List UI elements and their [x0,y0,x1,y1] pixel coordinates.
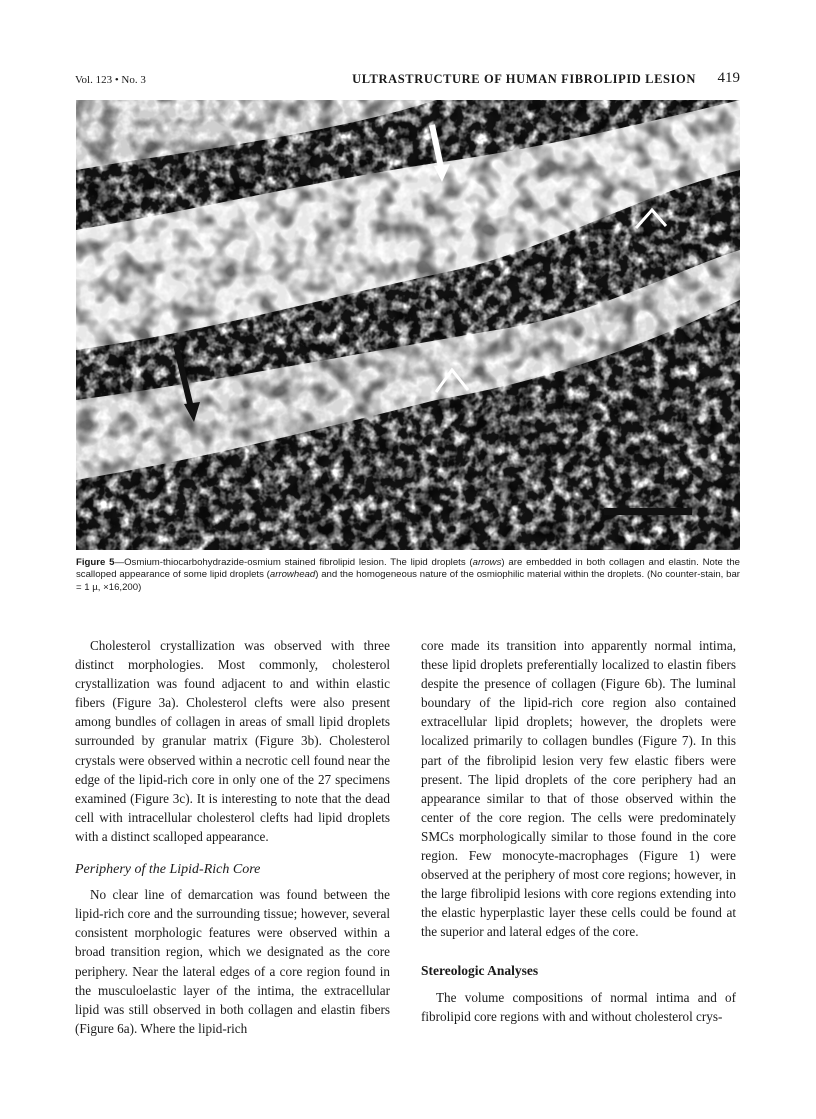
paragraph-core-transition: core made its transition into apparently normal intima, these lipid droplets preferentially localized to elastin fibers despite the presence of collagen (Figure 6b). The luminal boundary of the lipid-rich core region also contained extracellular lipid droplets; however, the droplets were localized primarily to collagen bundles (Figure 7). In this part of the fibrolipid lesion very few elastic fibers were present. The lipid droplets of the core periphery had an appearance similar to that of those observed within the center of the core region. The cells were predominately SMCs morphologically similar to those found in the core region. Few monocyte-macrophages (Figure 1) were observed at the periphery of most core regions; however, in the large fibrolipid lesions with core regions extending into the elastic hyperplastic layer these cells could be found at the superior and lateral edges of the core. [421,638,736,940]
micrograph-figure-5 [76,100,740,550]
paragraph-cholesterol-crystallization: Cholesterol crystallization was observed with three distinct morphologies. Most commonly, cholesterol crystallization was found adjacent to and within elastic fibers (Figure 3a). Cholesterol clefts were also present among bundles of collagen in areas of small lipid droplets surrounded by granular matrix (Figure 3b). Cholesterol crystals were observed within a necrotic cell found near the edge of the lipid-rich core in only one of the 27 specimens examined (Figure 3c). It is interesting to note that the dead cell with intracellular cholesterol clefts had lipid droplets with a distinct scalloped appearance. [75,638,390,844]
caption-arrowhead: arrowhead [269,569,316,581]
section-heading-periphery: Periphery of the Lipid-Rich Core [75,862,261,878]
paragraph-demarcation: No clear line of demarcation was found between the lipid-rich core and the surrounding tissue; however, several consistent morphologic features were observed within a broad transition region, which we designated as the core periphery. Near the lateral edges of a core region found in the musculoelastic layer of the intima, the extracellular lipid was still observed in both collagen and elastin fibers (Figure 6a). Where the lipid-rich [75,887,390,1036]
paragraph-volume-compositions: The volume compositions of normal intima and of fibrolipid core regions with and without cholesterol crys- [421,989,736,1024]
page-number: 419 [717,70,740,86]
figure-caption [76,557,740,594]
running-header [75,72,740,92]
caption-text-3: ) and the homogeneous nature of the osmiophilic material within the droplets. (No counter-stain, bar = 1 µ, ×16,200) [76,569,740,593]
figure-label: Figure 5 [76,557,115,568]
caption-text-1: —Osmium-thiocarbohydrazide-osmium stained fibrolipid lesion. The lipid droplets ( [114,557,473,568]
left-column [75,636,390,1038]
caption-arrows: arrows [472,557,502,568]
section-heading-stereologic: Stereologic Analyses [421,962,539,978]
volume-issue: Vol. 123 • No. 3 [75,74,146,86]
caption-text-2: ) are embedded in both collagen and elastin. Note the scalloped appearance of some lipid droplets ( [76,557,740,581]
micrograph-image [76,100,740,550]
running-title: ULTRASTRUCTURE OF HUMAN FIBROLIPID LESION [352,72,696,86]
right-column [421,636,736,1026]
